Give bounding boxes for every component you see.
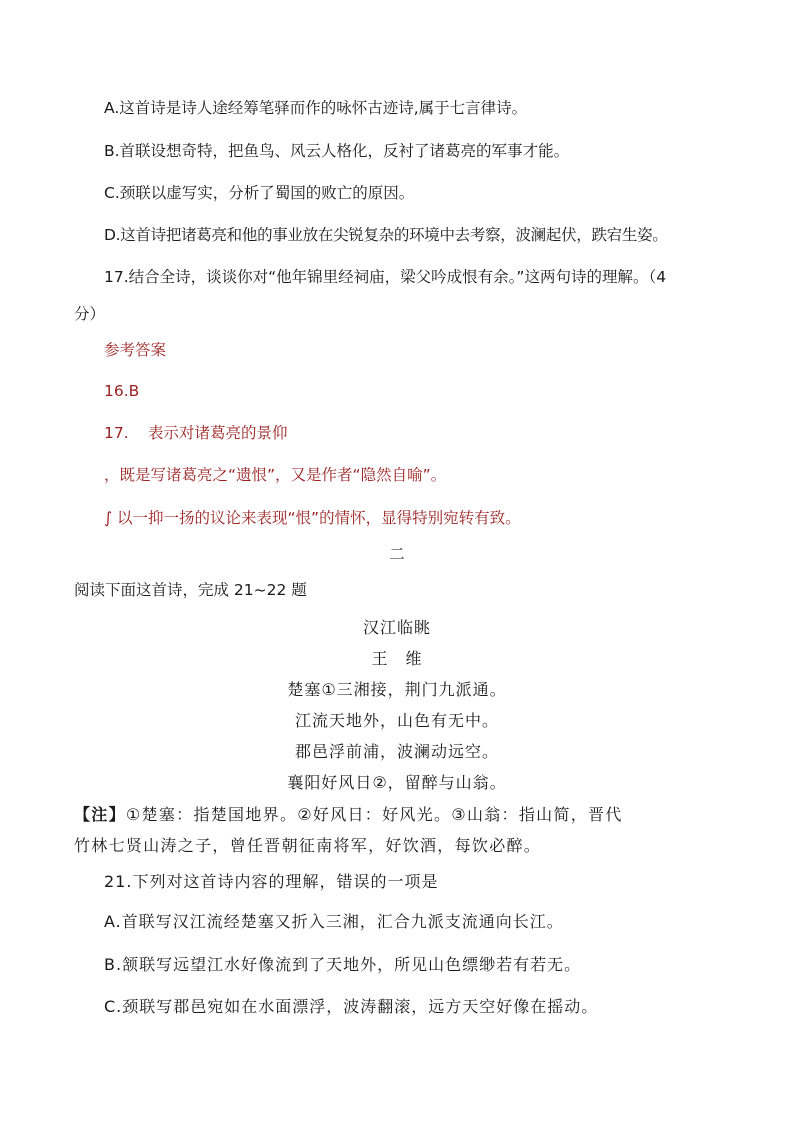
note-line-1 bbox=[74, 805, 623, 825]
q17-question: 17.结合全诗，谈谈你对“他年锦里经祠庙，梁父吟成恨有余。”这两句诗的理解。（4 bbox=[104, 268, 667, 286]
poem-line: 楚塞①三湘接，荆门九派通。 bbox=[287, 680, 507, 699]
note-tag: 【注】 bbox=[74, 805, 126, 824]
poem-line: 襄阳好风日②，留醉与山翁。 bbox=[287, 773, 507, 792]
section-number: 二 bbox=[389, 545, 405, 563]
q16-option-d: D.这首诗把诸葛亮和他的事业放在尖锐复杂的环境中去考察，波澜起伏，跌宕生姿。 bbox=[104, 226, 668, 244]
section-instruction: 阅读下面这首诗，完成 21~22 题 bbox=[74, 581, 307, 599]
answer-17-text: 表示对诸葛亮的景仰 bbox=[148, 424, 288, 442]
answer-17-line2: ，既是写诸葛亮之“遗恨”，又是作者“隐然自喻”。 bbox=[104, 466, 447, 484]
note-line-2: 竹林七贤山涛之子，曾任晋朝征南将军，好饮酒，每饮必醉。 bbox=[74, 836, 542, 855]
q21-option-c: C.颈联写郡邑宛如在水面漂浮，波涛翻滚，远方天空好像在摇动。 bbox=[104, 997, 599, 1016]
q21-option-a: A.首联写汉江流经楚塞又折入三湘，汇合九派支流通向长江。 bbox=[104, 912, 564, 931]
q16-option-b: B.首联设想奇特，把鱼鸟、风云人格化，反衬了诸葛亮的军事才能。 bbox=[104, 142, 570, 160]
note-text: ①楚塞：指楚国地界。②好风日：好风光。③山翁：指山简，晋代 bbox=[125, 805, 623, 824]
q16-option-c: C.颈联以虚写实，分析了蜀国的败亡的原因。 bbox=[104, 184, 415, 202]
poem-author: 王 维 bbox=[371, 649, 423, 668]
answer-heading: 参考答案 bbox=[104, 341, 167, 359]
poem-title: 汉江临眺 bbox=[362, 618, 431, 637]
q21-stem: 21.下列对这首诗内容的理解，错误的一项是 bbox=[104, 872, 439, 891]
q17-question-cont: 分） bbox=[74, 305, 106, 323]
poem-line: 郡邑浮前浦，波澜动远空。 bbox=[294, 742, 499, 761]
poem-line: 江流天地外，山色有无中。 bbox=[294, 711, 499, 730]
answer-16: 16.B bbox=[104, 382, 140, 400]
q16-option-a: A.这首诗是诗人途经筹笔驿而作的咏怀古迹诗,属于七言律诗。 bbox=[104, 99, 528, 117]
q21-option-b: B.颔联写远望江水好像流到了天地外，所见山色缥缈若有若无。 bbox=[104, 955, 582, 974]
answer-17-line3: ∫ 以一抑一扬的议论来表现“恨”的情怀，显得特别宛转有致。 bbox=[104, 509, 521, 527]
answer-17-number: 17. bbox=[104, 424, 129, 442]
